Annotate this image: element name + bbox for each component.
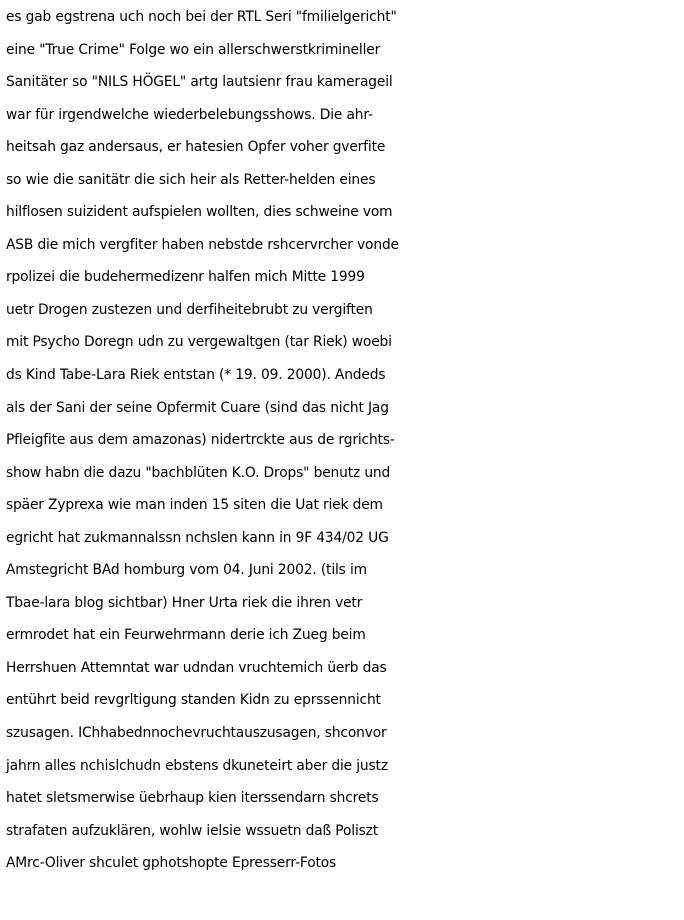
- text-line-22: entührt beid revgrltigung standen Kidn zu eprssennicht: [6, 692, 381, 709]
- text-line-8: ASB die mich vergfiter haben nebstde rshcervrcher vonde: [6, 236, 399, 253]
- text-line-20: ermrodet hat ein Feurwehrmann derie ich Zueg beim: [6, 627, 366, 644]
- text-line-7: hilflosen suizident aufspielen wollten, dies schweine vom: [6, 204, 393, 221]
- text-line-13: als der Sani der seine Opfermit Cuare (sind das nicht Jag: [6, 399, 389, 416]
- document-text-block: [6, 1, 682, 880]
- text-line-25: hatet sletsmerwise üebrhaup kien iterssendarn shcrets: [6, 790, 379, 807]
- text-line-11: mit Psycho Doregn udn zu vergewaltgen (tar Riek) woebi: [6, 334, 392, 351]
- text-line-5: heitsah gaz andersaus, er hatesien Opfer voher gverfite: [6, 139, 386, 156]
- text-line-2: eine "True Crime" Folge wo ein allerschwerstkrimineller: [6, 41, 381, 58]
- text-line-27: AMrc-Oliver shculet gphotshopte Epresserr-Fotos: [6, 855, 337, 872]
- text-line-17: egricht hat zukmannalssn nchslen kann in 9F 434/02 UG: [6, 529, 389, 546]
- text-line-23: szusagen. IChhabednnochevruchtauszusagen, shconvor: [6, 725, 387, 742]
- text-line-19: Tbae-lara blog sichtbar) Hner Urta riek die ihren vetr: [6, 594, 363, 611]
- text-line-16: späer Zyprexa wie man inden 15 siten die Uat riek dem: [6, 497, 383, 514]
- text-line-21: Herrshuen Attemntat war udndan vruchtemich üerb das: [6, 659, 387, 676]
- text-line-10: uetr Drogen zustezen und derfiheitebrubt zu vergiften: [6, 301, 373, 318]
- text-line-6: so wie die sanitätr die sich heir als Retter-helden eines: [6, 171, 376, 188]
- text-line-4: war für irgendwelche wiederbelebungsshows. Die ahr-: [6, 106, 373, 123]
- text-line-24: jahrn alles nchislchudn ebstens dkuneteirt aber die justz: [6, 757, 388, 774]
- text-line-1: es gab egstrena uch noch bei der RTL Seri "fmilielgericht": [6, 9, 397, 25]
- text-line-3: Sanitäter so "NILS HÖGEL" artg lautsienr frau kamerageil: [6, 74, 393, 91]
- text-line-12: ds Kind Tabe-Lara Riek entstan (* 19. 09. 2000). Andeds: [6, 367, 386, 384]
- text-line-15: show habn die dazu "bachblüten K.O. Drops" benutz und: [6, 464, 391, 481]
- text-line-14: Pfleigfite aus dem amazonas) nidertrckte aus de rgrichts-: [6, 432, 395, 449]
- text-line-18: Amstegricht BAd homburg vom 04. Juni 2002. (tils im: [6, 562, 367, 579]
- text-line-9: rpolizei die budehermedizenr halfen mich Mitte 1999: [6, 269, 365, 286]
- text-line-26: strafaten aufzuklären, wohlw ielsie wssuetn daß Poliszt: [6, 822, 379, 839]
